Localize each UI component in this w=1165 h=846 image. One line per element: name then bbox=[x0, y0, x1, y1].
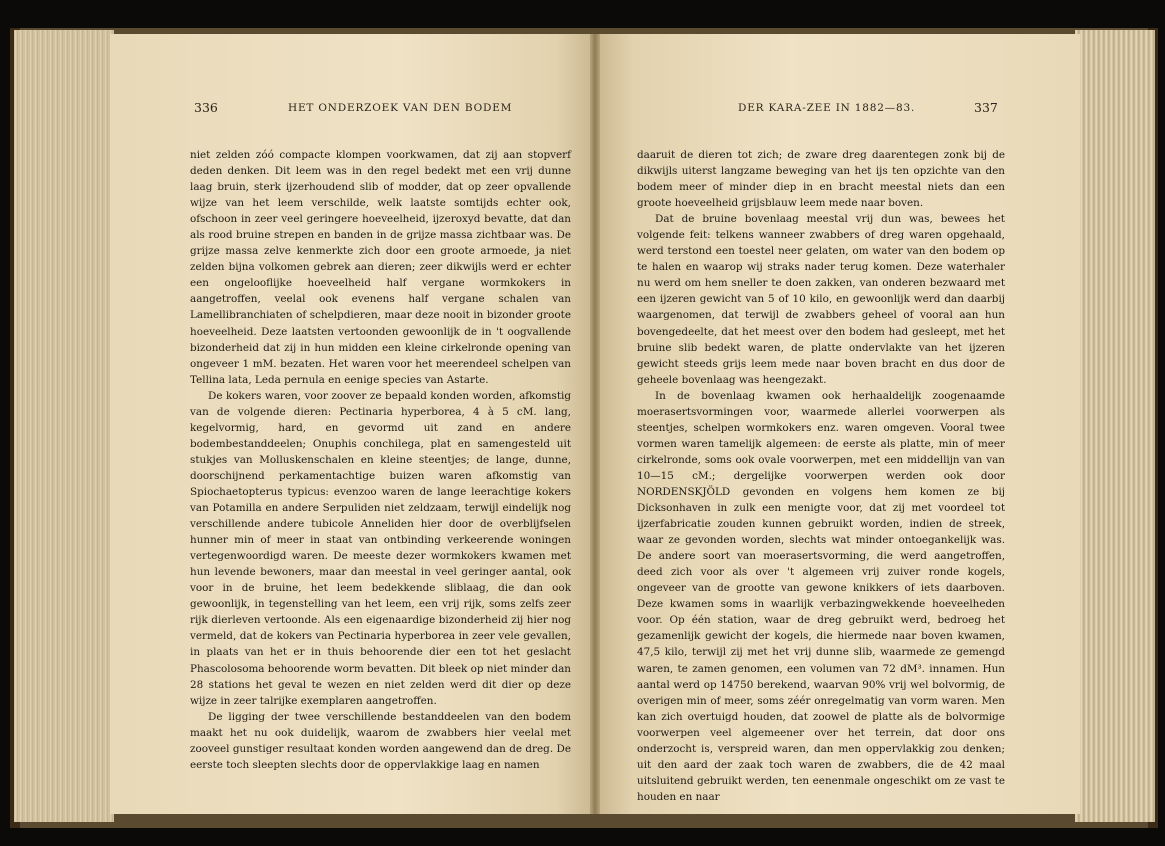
paragraph: De kokers waren, voor zoover ze bepaald konden worden, afkomstig van de volgende dieren: Pectinaria hyperborea, 4 à 5 cM. lang, kegelvormig, hard, en gevormd uit zand en andere bodembestanddeelen; Onuphis conchilega, plat en samengesteld uit stukjes van Molluskenschalen en kleine steentjes; de lange, dunne, doorschijnend perkamentachtige buizen waren afkomstig van Spiochaetopterus typicus: evenzoo waren de lange leerachtige kokers van Potamilla en andere Serpuliden niet zeldzaam, terwijl eindelijk nog verschillende andere tubicole Anneliden hier door de overblijfselen hunner min of meer in staat van ontbinding verkeerende woningen vertegenwoordigd waren. De meeste dezer wormkokers kwamen met hun levende bewoners, maar dan meestal in veel geringer aantal, ook voor in de bruine, het leem bedekkende sliblaag, die dan ook gewoonlijk, in tegenstelling van het leem, een vrij rijk, soms zelfs zeer rijk dierleven vertoonde. Als een eigenaardige bizonderheid zij hier nog vermeld, dat de kokers van Pectinaria hyperborea in zeer vele gevallen, in plaats van het er in thuis behoorende dier een tot het geslacht Phascolosoma behoorende worm bevatten. Dit bleek op niet minder dan 28 stations het geval te wezen en niet zelden werd dit dier op deze wijze in zeer talrijke exemplaren aangetroffen. bbox=[190, 389, 571, 707]
page-edges-right bbox=[1075, 30, 1155, 822]
paragraph: Dat de bruine bovenlaag meestal vrij dun was, bewees het volgende feit: telkens wanneer zwabbers of dreg waren opgehaald, werd terstond een toestel neer gelaten, om water van den bodem op te halen en waarop wij straks nader terug komen. Deze waterhaler nu werd om hem sneller te doen zakken, van onderen bezwaard met een ijzeren gewicht van 5 of 10 kilo, en gewoonlijk werd dan daarbij waargenomen, dat terwijl de zwabbers geheel of vooral aan hun bovengedeelte, dat het meest over den bodem had gesleept, met het bruine slib bedekt waren, de platte ondervlakte van het ijzeren gewicht steeds grijs leem mede naar boven bracht en dus door de geheele bovenlaag was heengezakt. bbox=[637, 213, 1005, 386]
paragraph: daaruit de dieren tot zich; de zware dreg daarentegen zonk bij de dikwijls uiterst langzame beweging van het ijs ten opzichte van den bodem meer of minder diep in en bracht meestal niets dan een groote hoeveelheid grijsblauw leem mede naar boven. bbox=[637, 149, 1005, 210]
page-edges-left bbox=[14, 30, 114, 822]
paragraph: niet zelden zóó compacte klompen voorkwamen, dat zij aan stopverf deden denken. Dit leem was in den regel bedekt met een vrij dunne laag bruin, sterk ijzerhoudend slib of modder, dat op zeer opvallende wijze van het leem verschilde, welk laatste somtijds echter ook, ofschoon in zeer veel geringere hoeveelheid, ijzeroxyd bevatte, dat dan als rood bruine strepen en banden in de grijze massa zichtbaar was. De grijze massa zelve kenmerkte zich door een groote armoede, ja niet zelden bijna volkomen gebrek aan dieren; zeer dikwijls werd er echter een ongelooflijke hoeveelheid half vergane wormkokers in aangetroffen, veelal ook evenens half vergane schalen van Lamellibranchiaten of schelpdieren, maar deze nooit in bizonder groote hoeveelheid. Deze laatsten vertoonden gewoonlijk de in 't oogvallende bizonderheid dat zij in hun midden een kleine cirkelronde opening van ongeveer 1 mM. bezaten. Het waren voor het meerendeel schelpen van Tellina lata, Leda pernula en eenige species van Astarte. bbox=[190, 149, 571, 386]
paragraph: De ligging der twee verschillende bestanddeelen van den bodem maakt het nu ook duidelijk, waarom de zwabbers hier veelal met zooveel gunstiger resultaat konden worden aangewend dan de dreg. De eerste toch sleepten slechts door de oppervlakkige laag en namen bbox=[190, 710, 571, 771]
left-page bbox=[110, 34, 595, 814]
right-body-text bbox=[637, 147, 1005, 805]
left-page-number: 336 bbox=[194, 100, 218, 115]
book-gutter bbox=[590, 34, 600, 814]
paragraph: In de bovenlaag kwamen ook herhaaldelijk zoogenaamde moerasertsvormingen voor, waarmede allerlei voorwerpen als steentjes, schelpen wormkokers enz. waren omgeven. Vooral twee vormen waren tamelijk algemeen: de eerste als platte, min of meer cirkelronde, soms ook ovale voorwerpen, met een middellijn van van 10—15 cM.; dergelijke voorwerpen werden ook door NORDENSKJÖLD gevonden en volgens hem komen ze bij Dicksonhaven in zulk een menigte voor, dat zij met voordeel tot ijzerfabricatie zouden kunnen gebruikt worden, indien de streek, waar ze gevonden worden, slechts wat minder ontoegankelijk was. De andere soort van moerasertsvorming, die werd aangetroffen, deed zich voor als over 't algemeen vrij zuiver ronde kogels, ongeveer van de grootte van gewone knikkers of iets daarboven. Deze kwamen soms in waarlijk verbazingwekkende hoeveelheden voor. Op één station, waar de dreg gebruikt werd, bedroeg het gezamenlijk gewicht der kogels, die hiermede naar boven kwamen, 47,5 kilo, terwijl zij met het vrij dunne slib, waarmede ze gemengd waren, te zamen genomen, een volumen van 72 dM³. innamen. Hun aantal werd op 14750 berekend, waarvan 90% vrij wel bolvormig, de overigen min of meer, soms zéér onregelmatig van vorm waren. Men kan zich overtuigd houden, dat zoowel de platte als de bolvormige voorwerpen veel algemeener over het terrein, dat door ons onderzocht is, verspreid waren, dan men oppervlakkig zou denken; uit den aard der zaak toch waren de zwabbers, die de 42 maal uitsluitend gebruikt werden, ten eenenmale ongeschikt om ze vast te houden en naar bbox=[637, 389, 1005, 803]
right-page-number: 337 bbox=[974, 100, 998, 115]
left-running-head: HET ONDERZOEK VAN DEN BODEM bbox=[288, 102, 513, 114]
right-page bbox=[595, 34, 1080, 814]
right-running-head: DER KARA-ZEE IN 1882—83. bbox=[738, 102, 916, 114]
left-body-text bbox=[190, 147, 571, 773]
